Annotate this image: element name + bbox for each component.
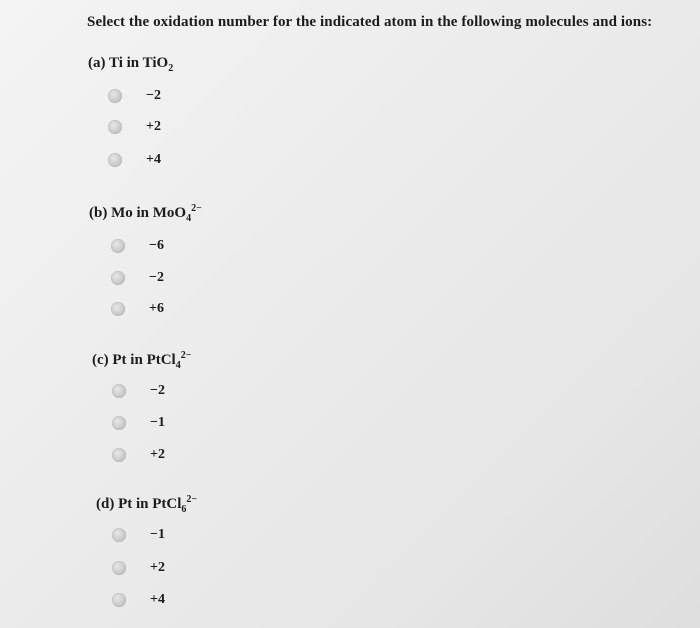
question-b-subscript: 4 — [186, 213, 192, 224]
radio-button[interactable] — [111, 302, 125, 316]
question-c-subscript: 4 — [175, 360, 181, 371]
option-d-3-label: +4 — [150, 592, 165, 607]
radio-button[interactable] — [108, 120, 122, 134]
question-b-text: (b) Mo in MoO — [89, 205, 187, 221]
option-d-1-label: −1 — [150, 527, 165, 542]
question-d-charge: 2− — [186, 494, 198, 505]
question-d-subscript: 6 — [181, 504, 187, 515]
option-b-1[interactable] — [111, 236, 164, 256]
option-d-2-label: +2 — [150, 560, 165, 575]
radio-button[interactable] — [108, 153, 122, 167]
option-d-3[interactable] — [112, 590, 165, 610]
option-b-3[interactable] — [111, 299, 164, 319]
option-c-1-label: −2 — [150, 383, 165, 398]
option-b-2[interactable] — [111, 268, 164, 288]
question-d-text: (d) Pt in PtCl — [96, 496, 182, 512]
radio-button[interactable] — [112, 528, 126, 542]
radio-button[interactable] — [108, 89, 122, 103]
option-c-3[interactable] — [112, 445, 165, 465]
question-c-text: (c) Pt in PtCl — [92, 352, 176, 368]
question-a-subscript: 2 — [168, 63, 174, 74]
question-c-charge: 2− — [180, 350, 192, 361]
radio-button[interactable] — [111, 271, 125, 285]
radio-button[interactable] — [112, 384, 126, 398]
option-a-3[interactable] — [108, 150, 161, 170]
question-d-label — [96, 496, 197, 513]
option-a-2[interactable] — [108, 117, 161, 137]
option-c-2-label: −1 — [150, 415, 165, 430]
option-a-1-label: −2 — [146, 88, 161, 103]
option-c-1[interactable] — [112, 381, 165, 401]
option-a-3-label: +4 — [146, 152, 161, 167]
question-b-charge: 2− — [191, 203, 202, 214]
option-a-1[interactable] — [108, 86, 161, 106]
question-c-label — [92, 352, 191, 369]
option-d-2[interactable] — [112, 558, 165, 578]
radio-button[interactable] — [111, 239, 125, 253]
radio-button[interactable] — [112, 593, 126, 607]
question-a-text: (a) Ti in TiO — [88, 55, 169, 71]
option-b-2-label: −2 — [149, 270, 164, 285]
question-a-label — [88, 55, 173, 72]
question-b-label — [89, 205, 202, 222]
radio-button[interactable] — [112, 416, 126, 430]
option-b-3-label: +6 — [149, 301, 164, 316]
radio-button[interactable] — [112, 561, 126, 575]
option-c-3-label: +2 — [150, 447, 165, 462]
option-a-2-label: +2 — [146, 119, 161, 134]
option-c-2[interactable] — [112, 413, 165, 433]
radio-button[interactable] — [112, 448, 126, 462]
option-b-1-label: −6 — [149, 238, 164, 253]
question-prompt: Select the oxidation number for the indicated atom in the following molecules and ions: — [87, 14, 653, 30]
option-d-1[interactable] — [112, 525, 165, 545]
